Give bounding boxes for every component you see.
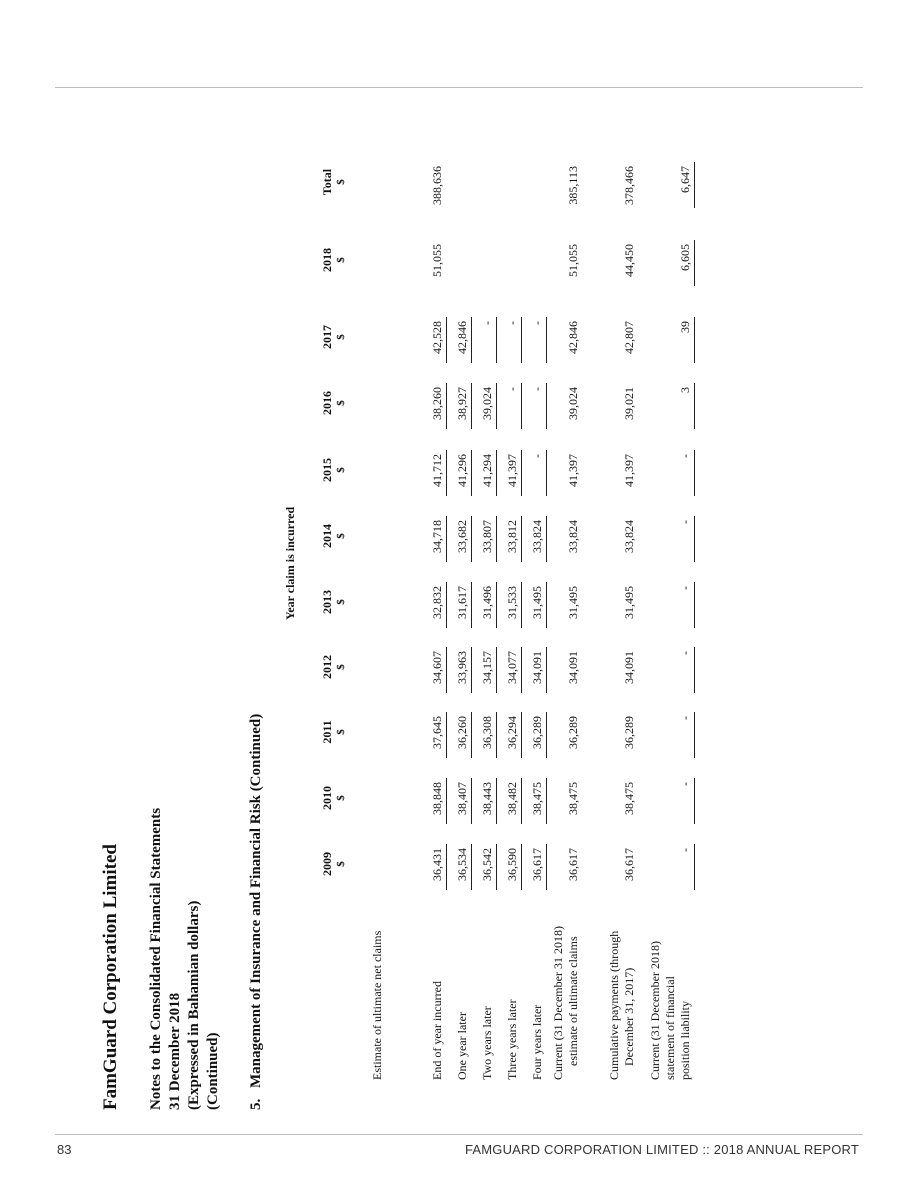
row-label: Four years later xyxy=(530,1004,544,1080)
row-label: End of year incurred xyxy=(430,981,444,1080)
table-cell: 32,832 xyxy=(430,586,444,619)
cell-underline xyxy=(496,383,497,429)
table-cell: 42,528 xyxy=(430,321,444,354)
table-cell: - xyxy=(530,321,544,325)
cell-underline xyxy=(546,647,547,693)
table-cell: 39,024 xyxy=(480,387,494,420)
table-cell: 6,647 xyxy=(678,166,692,193)
cell-underline xyxy=(694,516,695,562)
column-header-currency: $ xyxy=(335,257,347,263)
column-header-year: 2014 xyxy=(320,524,334,548)
table-cell: 33,824 xyxy=(622,520,636,553)
row-label: Cumulative payments (through xyxy=(607,930,621,1080)
table-cell: 41,397 xyxy=(622,454,636,487)
column-header-year: 2018 xyxy=(320,248,334,272)
table-cell: 33,824 xyxy=(530,520,544,553)
notes-heading-line-3: (Expressed in Bahamian dollars) xyxy=(186,900,202,1110)
table-cell: - xyxy=(678,520,692,524)
cell-underline xyxy=(521,516,522,562)
notes-heading-line-2: 31 December 2018 xyxy=(167,992,183,1110)
table-cell: 34,718 xyxy=(430,520,444,553)
column-header-currency: $ xyxy=(335,664,347,670)
cell-underline xyxy=(446,844,447,890)
cell-underline xyxy=(446,450,447,496)
cell-underline xyxy=(694,647,695,693)
column-header-year: 2012 xyxy=(320,655,334,679)
table-cell: 42,846 xyxy=(455,321,469,354)
column-header-currency: $ xyxy=(335,795,347,801)
cell-underline xyxy=(471,582,472,628)
table-cell: 33,963 xyxy=(455,651,469,684)
table-cell: - xyxy=(678,716,692,720)
cell-underline xyxy=(446,778,447,824)
row-label: Current (31 December 2018) xyxy=(648,941,662,1080)
table-cell: 36,617 xyxy=(622,848,636,881)
cell-underline xyxy=(546,712,547,758)
cell-underline xyxy=(546,778,547,824)
table-cell: 36,542 xyxy=(480,848,494,881)
table-cell: 36,289 xyxy=(566,716,580,749)
footer-title: FAMGUARD CORPORATION LIMITED :: 2018 ANNUAL REPORT xyxy=(464,1142,859,1157)
table-cell: 31,495 xyxy=(530,586,544,619)
row-label: Two years later xyxy=(480,1006,494,1080)
table-cell: 36,617 xyxy=(566,848,580,881)
cell-underline xyxy=(521,383,522,429)
cell-underline xyxy=(546,844,547,890)
cell-underline xyxy=(694,712,695,758)
table-cell: 38,482 xyxy=(505,782,519,815)
cell-underline xyxy=(521,712,522,758)
row-label: One year later xyxy=(455,1012,469,1080)
table-cell: 38,407 xyxy=(455,782,469,815)
cell-underline xyxy=(546,450,547,496)
notes-heading-line-4: (Continued) xyxy=(205,1032,221,1110)
table-cell: - xyxy=(678,848,692,852)
table-cell: 37,645 xyxy=(430,716,444,749)
table-cell: 34,091 xyxy=(566,651,580,684)
bottom-rule xyxy=(55,1134,863,1135)
table-cell: 31,495 xyxy=(566,586,580,619)
column-header-year: 2017 xyxy=(320,325,334,349)
cell-underline xyxy=(471,778,472,824)
table-cell: 36,289 xyxy=(530,716,544,749)
table-cell: 31,495 xyxy=(622,586,636,619)
cell-underline xyxy=(546,582,547,628)
column-header-year: Total xyxy=(320,168,334,196)
column-header-currency: $ xyxy=(335,599,347,605)
table-cell: 41,294 xyxy=(480,454,494,487)
table-cell: 38,443 xyxy=(480,782,494,815)
cell-underline xyxy=(521,647,522,693)
cell-underline xyxy=(521,844,522,890)
table-cell: 34,091 xyxy=(622,651,636,684)
section-title: Management of Insurance and Financial Risk (Continued) xyxy=(248,713,264,1088)
table-cell: 38,475 xyxy=(622,782,636,815)
cell-underline xyxy=(521,778,522,824)
table-cell: - xyxy=(480,321,494,325)
page-number: 83 xyxy=(57,1142,72,1157)
table-cell: 41,397 xyxy=(505,454,519,487)
cell-underline xyxy=(694,383,695,429)
table-cell: 38,848 xyxy=(430,782,444,815)
cell-underline xyxy=(471,317,472,363)
cell-underline xyxy=(546,317,547,363)
table-cell: 38,927 xyxy=(455,387,469,420)
table-cell: - xyxy=(505,321,519,325)
table-cell: 38,475 xyxy=(530,782,544,815)
table-cell: 36,289 xyxy=(622,716,636,749)
column-header-year: 2013 xyxy=(320,590,334,614)
table-cell: 33,807 xyxy=(480,520,494,553)
cell-underline xyxy=(496,582,497,628)
table-cell: 31,496 xyxy=(480,586,494,619)
cell-underline xyxy=(471,516,472,562)
table-cell: - xyxy=(678,651,692,655)
table-cell: 41,296 xyxy=(455,454,469,487)
table-cell: 36,260 xyxy=(455,716,469,749)
table-cell: 51,055 xyxy=(566,244,580,277)
table-cell: 6,605 xyxy=(678,244,692,271)
table-cell: 34,607 xyxy=(430,651,444,684)
row-label: Three years later xyxy=(505,999,519,1080)
table-cell: 3 xyxy=(678,387,692,393)
cell-underline xyxy=(446,647,447,693)
table-cell: 36,431 xyxy=(430,848,444,881)
column-header-currency: $ xyxy=(335,861,347,867)
table-cell: 33,812 xyxy=(505,520,519,553)
cell-underline xyxy=(471,450,472,496)
table-cell: 36,534 xyxy=(455,848,469,881)
cell-underline xyxy=(694,317,695,363)
table-cell: 41,397 xyxy=(566,454,580,487)
table-cell: 31,617 xyxy=(455,586,469,619)
column-header-currency: $ xyxy=(335,467,347,473)
cell-underline xyxy=(471,383,472,429)
column-header-year: 2011 xyxy=(320,720,334,744)
cell-underline xyxy=(694,240,695,286)
cell-underline xyxy=(471,712,472,758)
table-cell: 36,617 xyxy=(530,848,544,881)
column-header-currency: $ xyxy=(335,729,347,735)
cell-underline xyxy=(496,317,497,363)
column-header-year: 2009 xyxy=(320,852,334,876)
column-header-currency: $ xyxy=(335,179,347,185)
row-label: position liability xyxy=(678,1000,692,1080)
table-cell: 51,055 xyxy=(430,244,444,277)
cell-underline xyxy=(496,450,497,496)
row-label: December 31, 2017) xyxy=(622,967,636,1066)
cell-underline xyxy=(496,516,497,562)
table-cell: 38,475 xyxy=(566,782,580,815)
cell-underline xyxy=(471,647,472,693)
table-cell: - xyxy=(678,586,692,590)
cell-underline xyxy=(546,516,547,562)
table-cell: 44,450 xyxy=(622,244,636,277)
table-cell: 34,091 xyxy=(530,651,544,684)
cell-underline xyxy=(521,582,522,628)
table-cell: - xyxy=(505,387,519,391)
column-header-currency: $ xyxy=(335,334,347,340)
table-cell: - xyxy=(678,454,692,458)
table-cell: - xyxy=(530,454,544,458)
table-cell: 388,636 xyxy=(430,166,444,205)
cell-underline xyxy=(446,383,447,429)
table-cell: 39,021 xyxy=(622,387,636,420)
table-cell: 41,712 xyxy=(430,454,444,487)
column-header-currency: $ xyxy=(335,400,347,406)
table-cell: - xyxy=(678,782,692,786)
notes-heading-line-1: Notes to the Consolidated Financial Statements xyxy=(148,807,164,1110)
cell-underline xyxy=(471,844,472,890)
column-header-year: 2016 xyxy=(320,391,334,415)
table-cell: 39 xyxy=(678,321,692,333)
table-cell: 378,466 xyxy=(622,166,636,205)
cell-underline xyxy=(521,317,522,363)
cell-underline xyxy=(446,582,447,628)
row-label: statement of financial xyxy=(663,976,677,1080)
table-cell: 33,824 xyxy=(566,520,580,553)
column-header-year: 2010 xyxy=(320,786,334,810)
company-name: FamGuard Corporation Limited xyxy=(100,844,121,1110)
table-section-label: Estimate of ultimate net claims xyxy=(370,930,384,1080)
table-cell: 36,308 xyxy=(480,716,494,749)
cell-underline xyxy=(446,317,447,363)
table-caption: Year claim is incurred xyxy=(283,506,297,620)
table-cell: 36,590 xyxy=(505,848,519,881)
column-header-currency: $ xyxy=(335,533,347,539)
section-number: 5. xyxy=(248,1098,264,1110)
table-cell: 39,024 xyxy=(566,387,580,420)
table-cell: 42,807 xyxy=(622,321,636,354)
table-cell: 38,260 xyxy=(430,387,444,420)
cell-underline xyxy=(694,450,695,496)
cell-underline xyxy=(521,450,522,496)
rotated-statement xyxy=(100,70,820,1110)
cell-underline xyxy=(496,844,497,890)
cell-underline xyxy=(546,383,547,429)
cell-underline xyxy=(446,712,447,758)
column-header-year: 2015 xyxy=(320,458,334,482)
row-label: estimate of ultimate claims xyxy=(566,936,580,1066)
table-cell: - xyxy=(530,387,544,391)
table-cell: 385,113 xyxy=(566,166,580,205)
row-label: Current (31 December 31 2018) xyxy=(551,926,565,1080)
cell-underline xyxy=(446,516,447,562)
table-cell: 34,157 xyxy=(480,651,494,684)
cell-underline xyxy=(694,844,695,890)
table-cell: 42,846 xyxy=(566,321,580,354)
cell-underline xyxy=(496,712,497,758)
table-cell: 34,077 xyxy=(505,651,519,684)
table-cell: 36,294 xyxy=(505,716,519,749)
table-cell: 31,533 xyxy=(505,586,519,619)
table-cell: 33,682 xyxy=(455,520,469,553)
cell-underline xyxy=(496,647,497,693)
cell-underline xyxy=(496,778,497,824)
cell-underline xyxy=(694,778,695,824)
cell-underline xyxy=(694,582,695,628)
cell-underline xyxy=(694,162,695,208)
